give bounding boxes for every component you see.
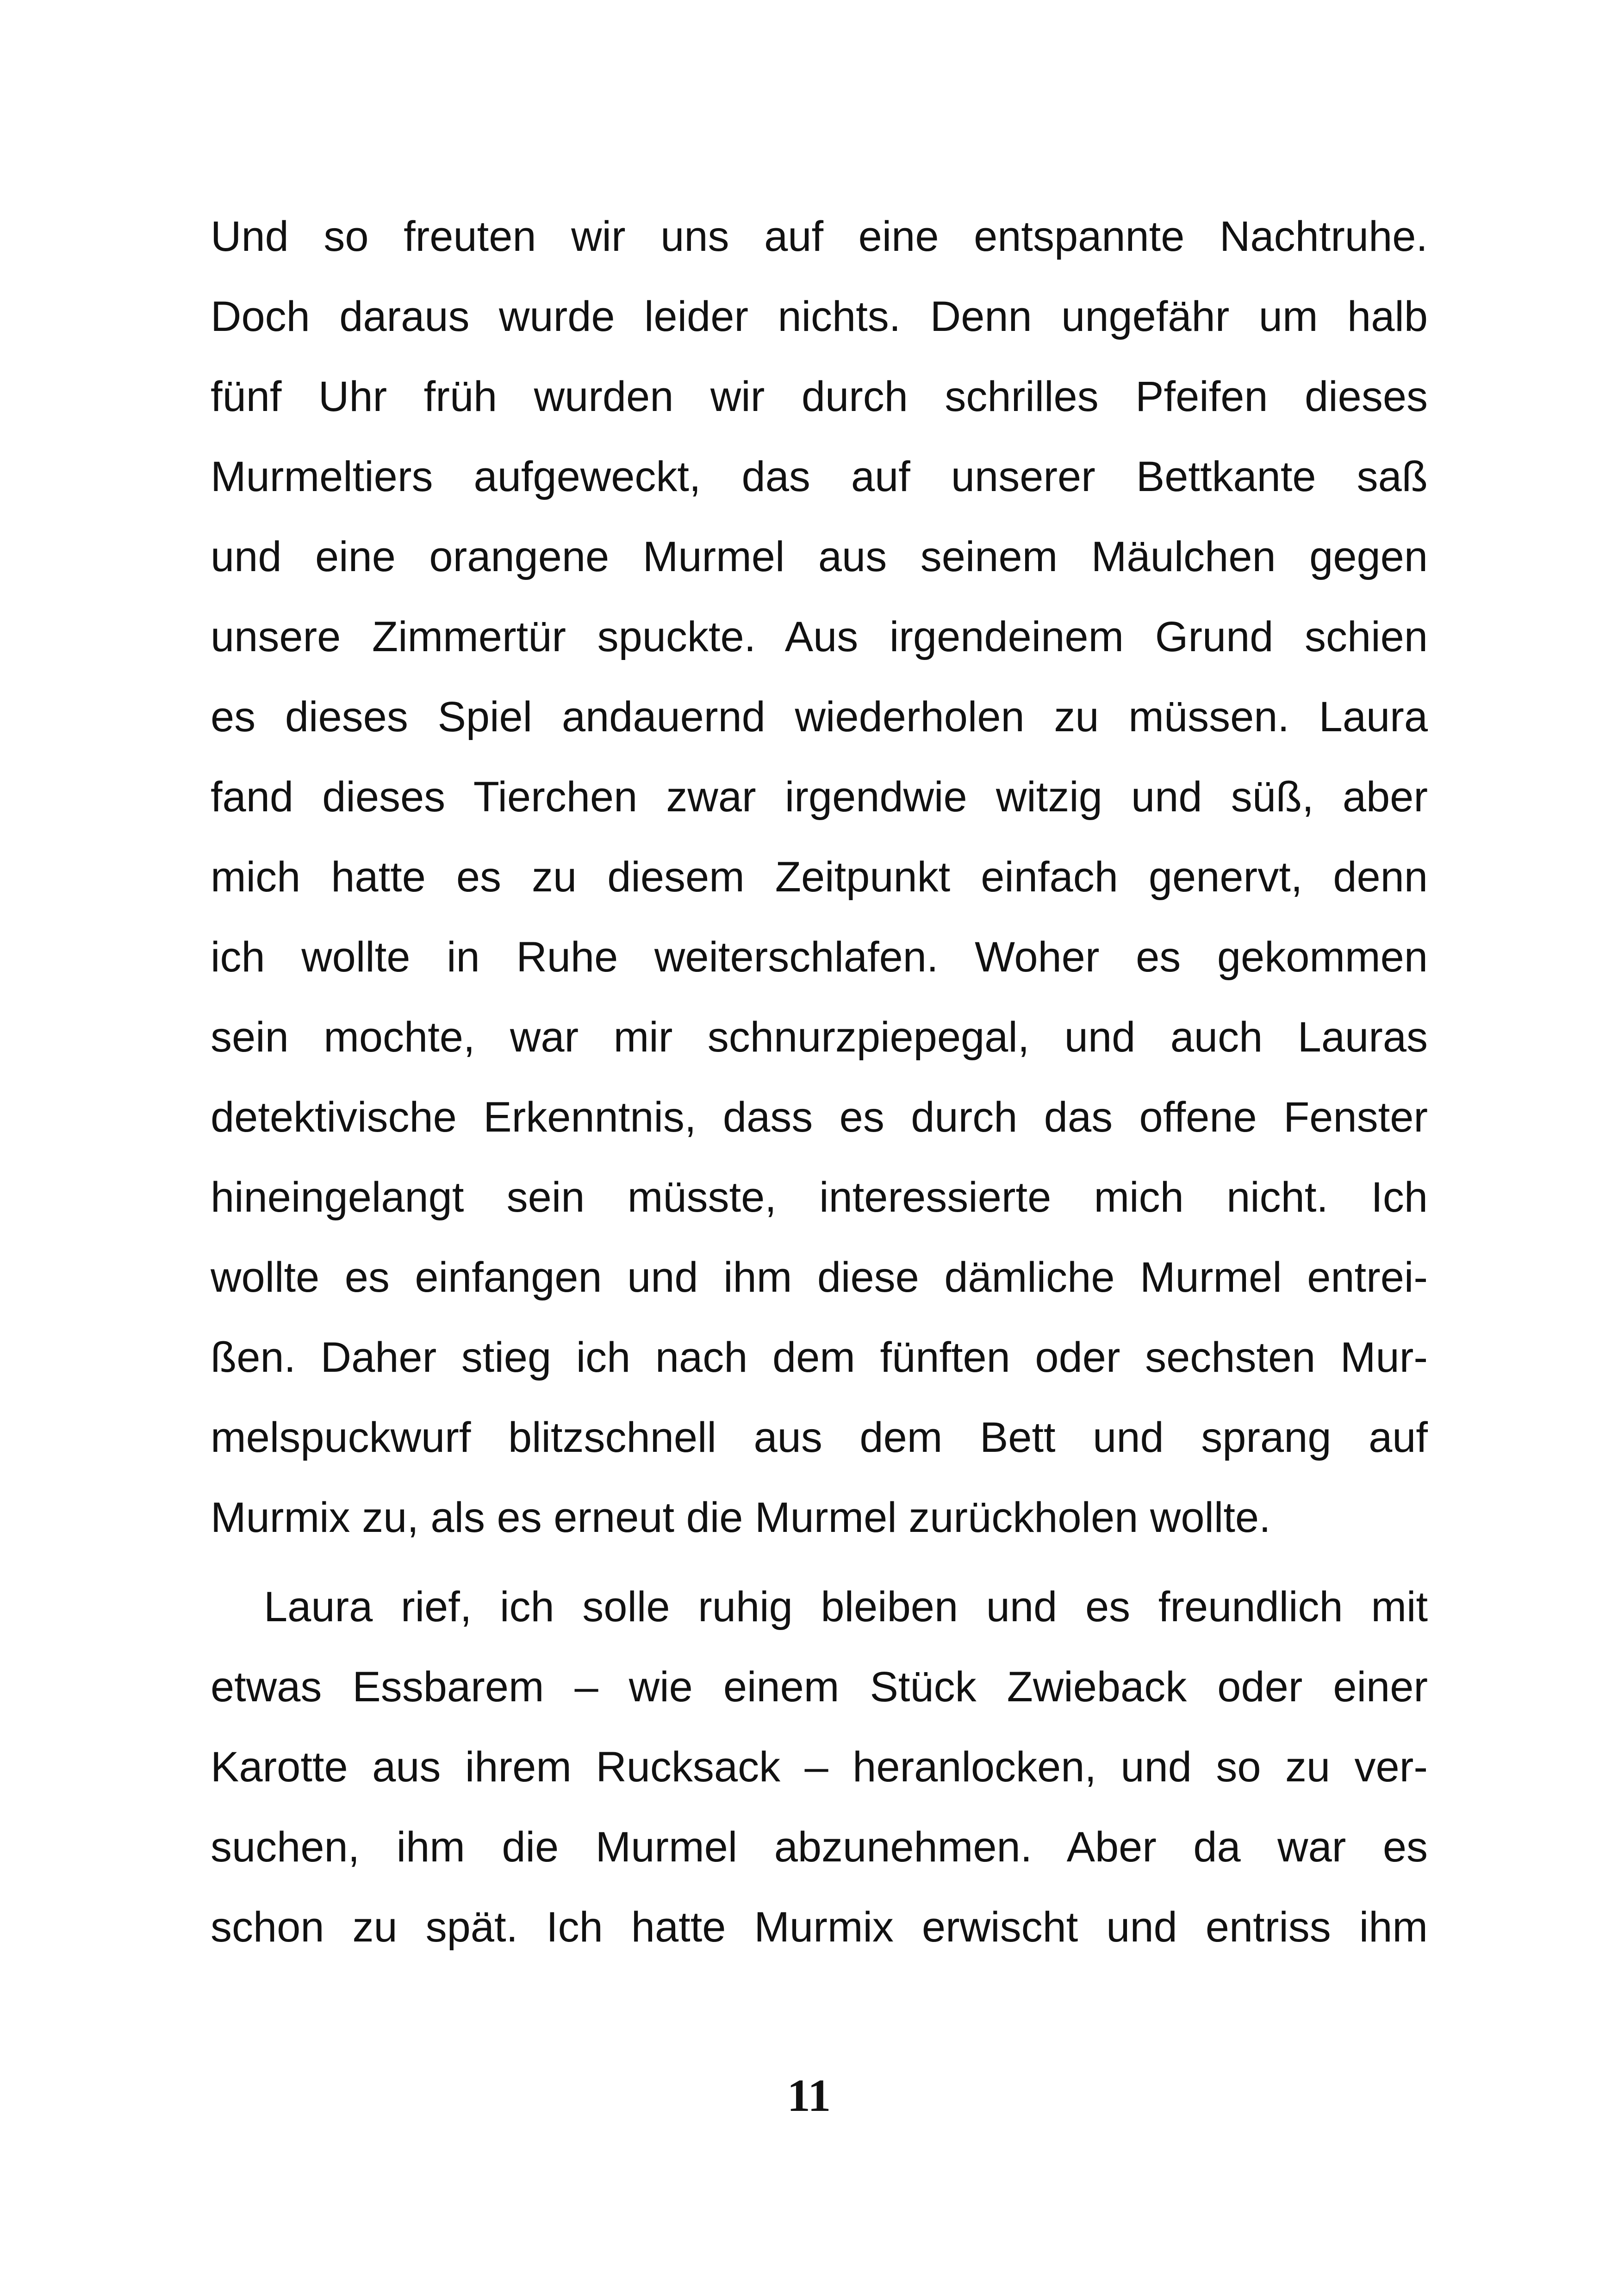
text-line: Murmix zu, als es erneut die Murmel zurückholen wollte. <box>211 1494 1271 1541</box>
text-line: fand dieses Tierchen zwar irgendwie witzig und süß, aber <box>211 773 1428 821</box>
text-line: detektivische Erkenntnis, dass es durch das offene Fenster <box>211 1094 1428 1141</box>
text-line: fünf Uhr früh wurden wir durch schrilles Pfeifen dieses <box>211 373 1428 420</box>
text-line: ich wollte in Ruhe weiterschlafen. Woher es gekommen <box>211 933 1428 981</box>
paragraph <box>211 197 1428 1558</box>
page-number: 11 <box>787 2070 831 2121</box>
text-line: ßen. Daher stieg ich nach dem fünften oder sechsten Mur- <box>211 1334 1428 1381</box>
text-line: schon zu spät. Ich hatte Murmix erwischt und entriss ihm <box>211 1904 1428 1951</box>
text-line: Und so freuten wir uns auf eine entspannte Nachtruhe. <box>211 213 1428 260</box>
text-line: und eine orangene Murmel aus seinem Mäulchen gegen <box>211 533 1428 580</box>
paragraph <box>211 1567 1428 1967</box>
text-line: sein mochte, war mir schnurzpiepegal, und auch Lauras <box>211 1014 1428 1061</box>
text-line: Doch daraus wurde leider nichts. Denn ungefähr um halb <box>211 293 1428 340</box>
text-line: etwas Essbarem – wie einem Stück Zwieback oder einer <box>211 1663 1428 1711</box>
text-line: Laura rief, ich solle ruhig bleiben und es freundlich mit <box>264 1583 1428 1630</box>
text-line: wollte es einfangen und ihm diese dämliche Murmel entrei- <box>211 1254 1428 1301</box>
text-line: es dieses Spiel andauernd wiederholen zu müssen. Laura <box>211 693 1428 740</box>
text-line: hineingelangt sein müsste, interessierte mich nicht. Ich <box>211 1174 1428 1221</box>
text-line: unsere Zimmertür spuckte. Aus irgendeinem Grund schien <box>211 613 1428 660</box>
text-line: mich hatte es zu diesem Zeitpunkt einfach genervt, denn <box>211 853 1428 901</box>
text-line: suchen, ihm die Murmel abzunehmen. Aber da war es <box>211 1823 1428 1871</box>
body-text <box>211 197 1428 1967</box>
text-line: melspuckwurf blitzschnell aus dem Bett und sprang auf <box>211 1414 1428 1461</box>
text-line: Murmeltiers aufgeweckt, das auf unserer Bettkante saß <box>211 453 1428 500</box>
text-line: Karotte aus ihrem Rucksack – heranlocken, und so zu ver- <box>211 1743 1428 1791</box>
